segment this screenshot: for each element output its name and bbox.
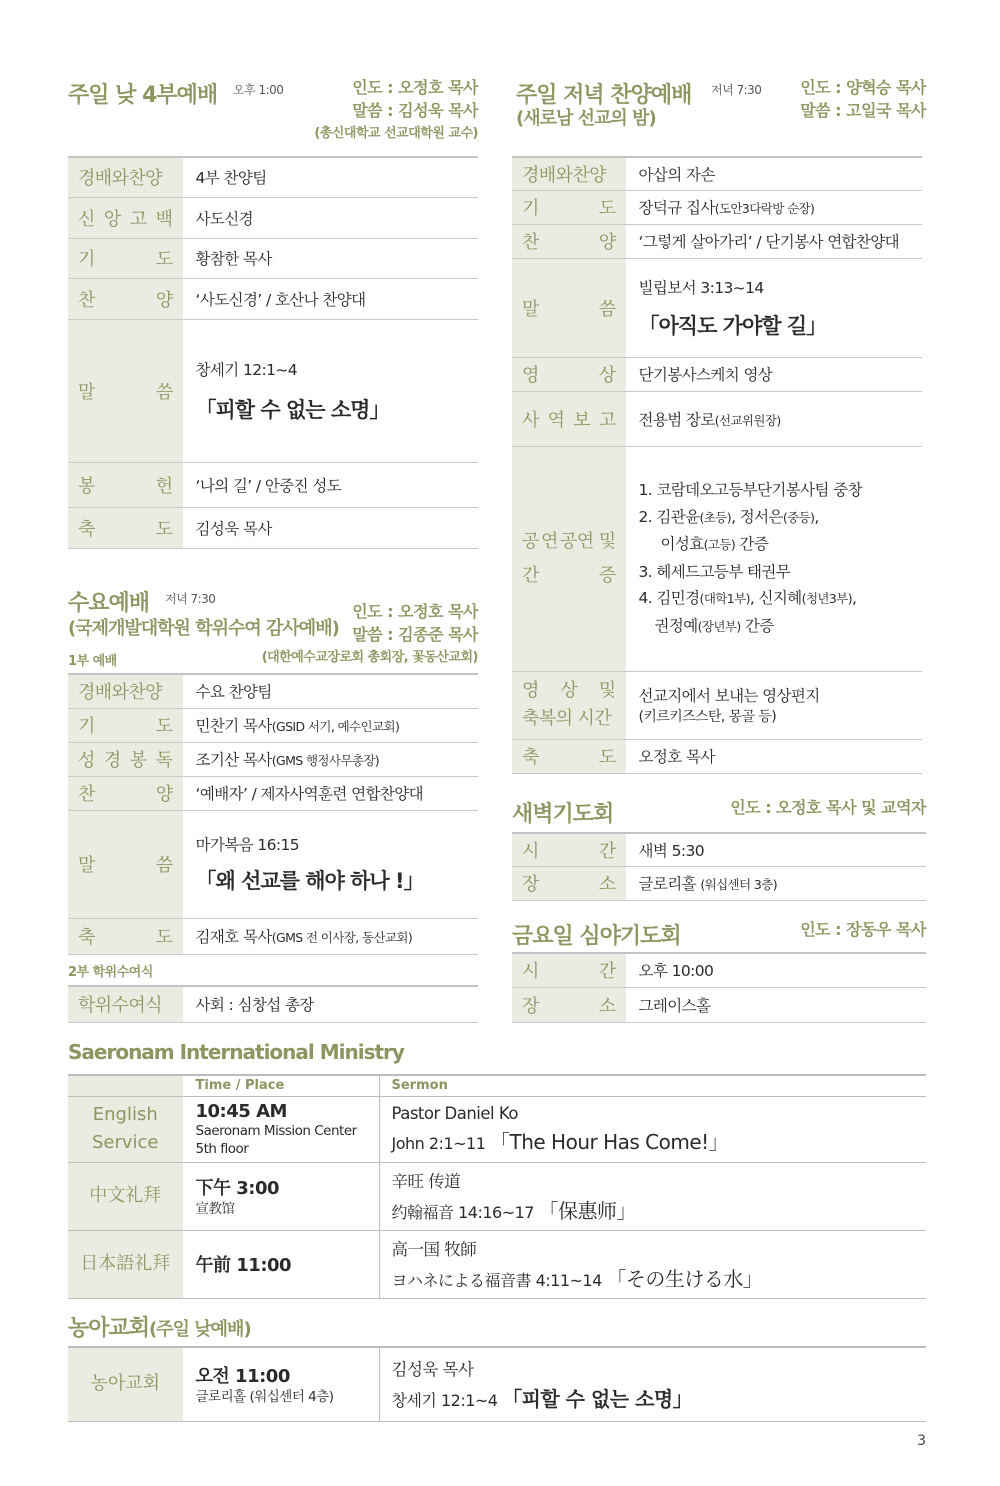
sermon-title: 「왜 선교를 해야 하나 !」 [195, 869, 424, 893]
list-item: 4. 김민경(대학1부), 신지혜(청년3부), [638, 589, 857, 607]
service-sermon: Pastor Daniel Ko John 2:1~11 「The Hour Has Come!」 [379, 1096, 926, 1162]
row-label: 말 씀 [68, 319, 183, 462]
row-value: 전용범 장로(선교위원장) [626, 391, 922, 446]
dawn-leader: 인도 : 오정호 목사 및 교역자 [730, 798, 926, 817]
row-label: 시 간 [512, 833, 626, 866]
service-label: English Service [68, 1096, 183, 1162]
row-label: 기 도 [68, 708, 183, 742]
row-label: 학위수여식 [68, 986, 183, 1022]
evening-leader: 인도 : 양혁승 목사 [800, 78, 926, 97]
table-row [512, 987, 926, 1022]
table-row [68, 507, 478, 548]
row-value: 선교지에서 보내는 영상편지 (키르키즈스탄, 몽골 등) [626, 671, 922, 739]
row-label: 말 씀 [68, 810, 183, 918]
table-row [68, 776, 478, 810]
row-value: ‘예배자’ / 제자사역훈련 연합찬양대 [183, 776, 478, 810]
table-row [68, 1347, 926, 1421]
row-value [626, 446, 922, 671]
row-label: 영 상 [512, 357, 626, 391]
row-value: 사도신경 [183, 197, 478, 238]
row-value: ‘나의 길’ / 안중진 성도 [183, 462, 478, 507]
wednesday-subtitle: (국제개발대학원 학위수여 감사예배) [68, 618, 339, 639]
row-value [183, 810, 478, 918]
evening-leaders [800, 76, 926, 122]
row-label: 영 상 및 축복의 시간 [512, 671, 626, 739]
table-row [68, 674, 478, 708]
list-item: 3. 헤세드고등부 태권무 [638, 562, 791, 581]
list-item: 이성효(고등) 간증 [660, 535, 769, 553]
row-label: 경배와찬양 [68, 157, 183, 197]
row-value: ‘사도신경’ / 호산나 찬양대 [183, 278, 478, 319]
row-label: 신 앙 고 백 [68, 197, 183, 238]
header-blank [68, 1075, 183, 1096]
table-row [68, 1162, 926, 1230]
wednesday-title: 수요예배 [68, 591, 150, 616]
sunday4-time: 오후 1:00 [233, 83, 284, 97]
row-value [626, 258, 922, 357]
row-label: 찬 양 [68, 776, 183, 810]
row-label: 장 소 [512, 866, 626, 900]
page-number: 3 [917, 1433, 926, 1449]
row-value: 황참한 목사 [183, 238, 478, 278]
table-row [512, 391, 922, 446]
row-label: 기 도 [512, 190, 626, 224]
sunday4-title: 주일 낮 4부예배 [68, 83, 218, 108]
wednesday-part2: 2부 학위수여식 [68, 965, 153, 980]
service-time: 下午 3:00 宣教馆 [183, 1162, 379, 1230]
table-row [68, 1096, 926, 1162]
sunday4-table [68, 156, 478, 549]
row-value: ‘그렇게 살아가리’ / 단기봉사 연합찬양대 [626, 224, 922, 258]
table-row [68, 157, 478, 197]
row-label: 봉 헌 [68, 462, 183, 507]
evening-table [512, 156, 922, 774]
row-value: 김성욱 목사 [183, 507, 478, 548]
table-row [68, 462, 478, 507]
deaf-table [68, 1346, 926, 1422]
evening-time: 저녁 7:30 [711, 83, 762, 97]
service-label: 日本語礼拜 [68, 1230, 183, 1298]
table-row [512, 833, 926, 866]
service-time: 午前 11:00 [183, 1230, 379, 1298]
table-row [512, 224, 922, 258]
table-row [512, 157, 922, 190]
deaf-title: 농아교회 [68, 1316, 150, 1341]
wednesday-leader: 인도 : 오정호 목사 [352, 602, 478, 621]
service-time: 10:45 AM Saeronam Mission Center 5th floor [183, 1096, 379, 1162]
wednesday-table [68, 673, 478, 955]
row-label: 말 씀 [512, 258, 626, 357]
deaf-title-wrap [68, 1311, 251, 1342]
row-label: 찬 양 [68, 278, 183, 319]
evening-preacher: 말씀 : 고일국 목사 [800, 101, 926, 120]
row-value: 아삽의 자손 [626, 157, 922, 190]
deaf-title-note: (주일 낮예배) [149, 1319, 251, 1340]
row-label: 축 도 [512, 739, 626, 773]
service-label: 中文礼拜 [68, 1162, 183, 1230]
deaf-time: 오전 11:00 글로리홀 (워십센터 4층) [183, 1347, 379, 1421]
table-row [512, 953, 926, 987]
row-value: 단기봉사스케치 영상 [626, 357, 922, 391]
table-row [512, 357, 922, 391]
sunday4-leader: 인도 : 오정호 목사 [352, 78, 478, 97]
row-value: 그레이스홀 [626, 987, 926, 1022]
table-row [512, 739, 922, 773]
row-label: 기 도 [68, 238, 183, 278]
sunday4-preacher-note: (총신대학교 선교대학원 교수) [314, 126, 478, 141]
table-row [68, 238, 478, 278]
row-label: 경배와찬양 [512, 157, 626, 190]
row-value: 수요 찬양팀 [183, 674, 478, 708]
list-item: 2. 김관윤(초등), 정서은(중등), [638, 507, 819, 526]
dawn-table [512, 832, 926, 901]
row-value: 새벽 5:30 [626, 833, 926, 866]
evening-title: 주일 저녁 찬양예배 [516, 83, 692, 108]
sunday4-preacher: 말씀 : 김성욱 목사 [352, 101, 478, 120]
sermon-title: 「아직도 가야할 길」 [638, 313, 827, 338]
row-value [183, 319, 478, 462]
row-value: 조기산 목사(GMS 행정사무총장) [183, 742, 478, 776]
ceremony-table [68, 985, 478, 1023]
evening-subtitle: (새로남 선교의 밤) [516, 108, 656, 129]
deaf-sermon: 김성욱 목사 창세기 12:1~4 「피할 수 없는 소명」 [379, 1347, 926, 1421]
wednesday-leaders [262, 600, 478, 669]
row-label: 장 소 [512, 987, 626, 1022]
row-label: 공 연 공연 및 간 증 [512, 446, 626, 671]
table-row [512, 258, 922, 357]
row-label: 찬 양 [512, 224, 626, 258]
wednesday-time: 저녁 7:30 [165, 592, 216, 606]
wednesday-part1: 1부 예배 [68, 654, 117, 669]
row-value: 민찬기 목사(GSID 서기, 예수인교회) [183, 708, 478, 742]
row-label: 축 도 [68, 918, 183, 954]
header-sermon: Sermon [379, 1075, 926, 1096]
table-row [68, 319, 478, 462]
row-value: 오정호 목사 [626, 739, 922, 773]
table-row [512, 190, 922, 224]
wednesday-preacher: 말씀 : 김종준 목사 [352, 625, 478, 644]
row-label: 성 경 봉 독 [68, 742, 183, 776]
row-value: 오후 10:00 [626, 953, 926, 987]
row-value: 4부 찬양팀 [183, 157, 478, 197]
table-row [68, 810, 478, 918]
intl-title: Saeronam International Ministry [68, 1040, 404, 1064]
sermon-ref: 빌립보서 3:13~14 [638, 278, 764, 297]
row-value: 김재호 목사(GMS 전 이사장, 동산교회) [183, 918, 478, 954]
row-label: 축 도 [68, 507, 183, 548]
table-row [512, 446, 922, 671]
table-row [68, 986, 478, 1022]
wednesday-preacher-note: (대한예수교장로회 총회장, 꽃동산교회) [261, 650, 478, 665]
service-sermon: 辛旺 传道 约翰福音 14:16~17 「保惠师」 [379, 1162, 926, 1230]
dawn-title: 새벽기도회 [512, 802, 614, 827]
intl-table [68, 1074, 926, 1299]
table-row [512, 671, 922, 739]
table-row [68, 918, 478, 954]
service-sermon: 高一国 牧師 ヨハネによる福音書 4:11~14 「その生ける水」 [379, 1230, 926, 1298]
list-item: 1. 코람데오고등부단기봉사팀 중창 [638, 481, 862, 499]
header-time: Time / Place [183, 1075, 379, 1096]
row-label: 사 역 보 고 [512, 391, 626, 446]
table-row [68, 278, 478, 319]
table-row [68, 1230, 926, 1298]
friday-title: 금요일 심야기도회 [512, 924, 681, 949]
row-label: 시 간 [512, 953, 626, 987]
row-value: 글로리홀 (워십센터 3층) [626, 866, 926, 900]
list-item: 권정예(장년부) 간증 [654, 616, 774, 635]
sermon-title: 「피할 수 없는 소명」 [195, 397, 390, 422]
row-value: 사회 : 심창섭 총장 [183, 986, 478, 1022]
sermon-ref: 창세기 12:1~4 [195, 360, 298, 379]
table-row [68, 708, 478, 742]
friday-table [512, 952, 926, 1023]
table-row [68, 197, 478, 238]
table-row [512, 866, 926, 900]
friday-leader: 인도 : 장동우 목사 [800, 920, 926, 939]
table-row [68, 742, 478, 776]
row-label: 경배와찬양 [68, 674, 183, 708]
sunday4-leaders [314, 76, 478, 145]
deaf-label: 농아교회 [68, 1347, 183, 1421]
table-header [68, 1075, 926, 1096]
row-value: 장덕규 집사(도안3다락방 순장) [626, 190, 922, 224]
sermon-ref: 마가복음 16:15 [195, 836, 299, 854]
